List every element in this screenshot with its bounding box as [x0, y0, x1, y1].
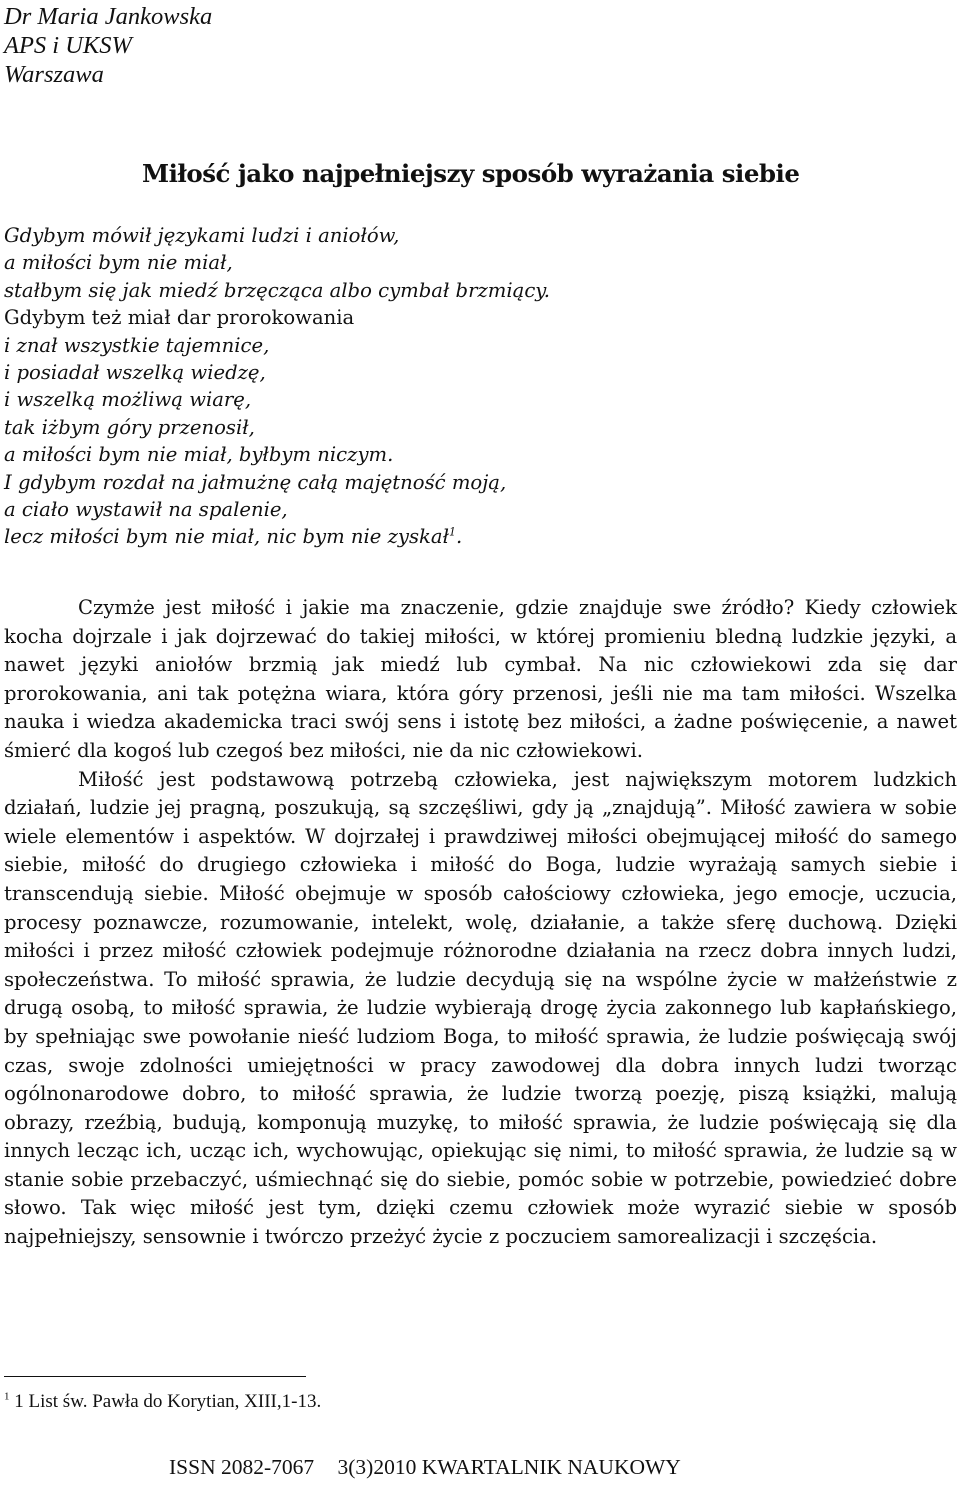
- poem-line: Gdybym mówił językami ludzi i aniołów,: [4, 224, 400, 247]
- footer-issn: ISSN 2082-7067: [169, 1455, 315, 1479]
- article-body: [4, 594, 957, 1252]
- poem-line: a ciało wystawił na spalenie,: [4, 498, 288, 522]
- footnote-separator: [4, 1376, 306, 1377]
- footnote: [4, 1390, 321, 1414]
- author-affiliation: APS i UKSW: [4, 32, 132, 59]
- poem-line: I gdybym rozdał na jałmużnę całą majętność moją,: [4, 470, 507, 494]
- poem-final-punct: .: [455, 525, 463, 549]
- poem-last-line: [4, 523, 550, 550]
- poem-line: i posiadał wszelką wiedzę,: [4, 361, 266, 385]
- footer-issue: 3(3)2010 KWARTALNIK NAUKOWY: [337, 1455, 681, 1479]
- author-city: Warszawa: [4, 61, 104, 88]
- poem-line: i wszelką możliwą wiarę,: [4, 388, 252, 412]
- poem-line: a miłości bym nie miał,: [4, 251, 233, 275]
- poem-line: Gdybym też miał dar prorokowania: [4, 306, 355, 330]
- poem-line: lecz miłości bym nie miał, nic bym nie zyskał: [4, 525, 449, 549]
- author-name: Dr Maria Jankowska: [4, 3, 213, 30]
- poem-line: i znał wszystkie tajemnice,: [4, 333, 270, 357]
- poem-line: a miłości bym nie miał, byłbym niczym.: [4, 443, 394, 467]
- author-block: [4, 2, 212, 89]
- poem-line: tak iżbym góry przenosił,: [4, 415, 255, 439]
- epigraph-poem: [4, 222, 550, 551]
- body-paragraph: Czymże jest miłość i jakie ma znaczenie, gdzie znajduje swe źródło? Kiedy człowiek kocha dojrzale i jak dojrzewać do takiej miłości, w której promieniu bledną ludzkie języki, a nawet języki aniołów brzmią jak miedź lub cymbał. Na nic człowiekowi zda się dar prorokowania, ani tak potężna wiara, która góry przenosi, jeśli nie ma tam miłości. Wszelka nauka i wiedza akademicka traci swój sens i istotę bez miłości, a żadne poświęcenie, a nawet śmierć dla kogoś lub czegoś bez miłości, nie da nic człowiekowi.: [4, 596, 957, 762]
- article-title: Miłość jako najpełniejszy sposób wyrażania siebie: [142, 159, 800, 188]
- footnote-text: 1 List św. Pawła do Korytian, XIII,1-13.: [14, 1391, 322, 1412]
- footnote-reference[interactable]: 1: [448, 525, 456, 539]
- page-footer: [169, 1454, 681, 1480]
- body-paragraph: Miłość jest podstawową potrzebą człowieka, jest największym motorem ludzkich działań, ludzie jej pragną, poszukują, są szczęśliwi, gdy ją „znajdują”. Miłość zawiera w sobie wiele elementów i aspektów. W dojrzałej i prawdziwej miłości obejmującej miłość do samego siebie, miłość do drugiego człowieka i miłość do Boga, ludzie wyrażają samych siebie i transcendują siebie. Miłość obejmuje w sposób całościowy człowieka, jego emocje, uczucia, procesy poznawcze, rozumowanie, intelekt, wolę, działanie, a także sferę duchową. Dzięki miłości i przez miłość człowiek podejmuje różnorodne działania na rzecz dobra innych ludzi, społeczeństwa. To miłość sprawia, że ludzie decydują się na wspólne życie w małżeństwie z drugą osobą, to miłość sprawia, że ludzie wybierają drogę życia zakonnego lub kapłańskiego, by spełniając swe powołanie nieść ludziom Boga, to miłość sprawia, że ludzie poświęcają swój czas, swoje zdolności umiejętności w pracy zawodowej dla dobra innych ludzi tworząc ogólnonarodowe dobro, to miłość sprawia, że ludzie tworzą poezję, piszą książki, malują obrazy, rzeźbią, budują, komponują muzykę, to miłość sprawia, że ludzie poświęcają się dla innych lecząc ich, ucząc ich, wychowując, opiekując się nimi, to miłość sprawia, że ludzie są w stanie sobie przebaczyć, uśmiechnąć się do siebie, pomóc sobie w potrzebie, powiedzieć dobre słowo. Tak więc miłość jest tym, dzięki czemu człowiek może wyrazić siebie w sposób najpełniejszy, sensownie i twórczo przeżyć życie z poczuciem samorealizacji i szczęścia.: [4, 767, 957, 1249]
- footnote-marker: 1: [4, 1390, 10, 1403]
- poem-line: stałbym się jak miedź brzęcząca albo cymbał brzmiący.: [4, 278, 550, 302]
